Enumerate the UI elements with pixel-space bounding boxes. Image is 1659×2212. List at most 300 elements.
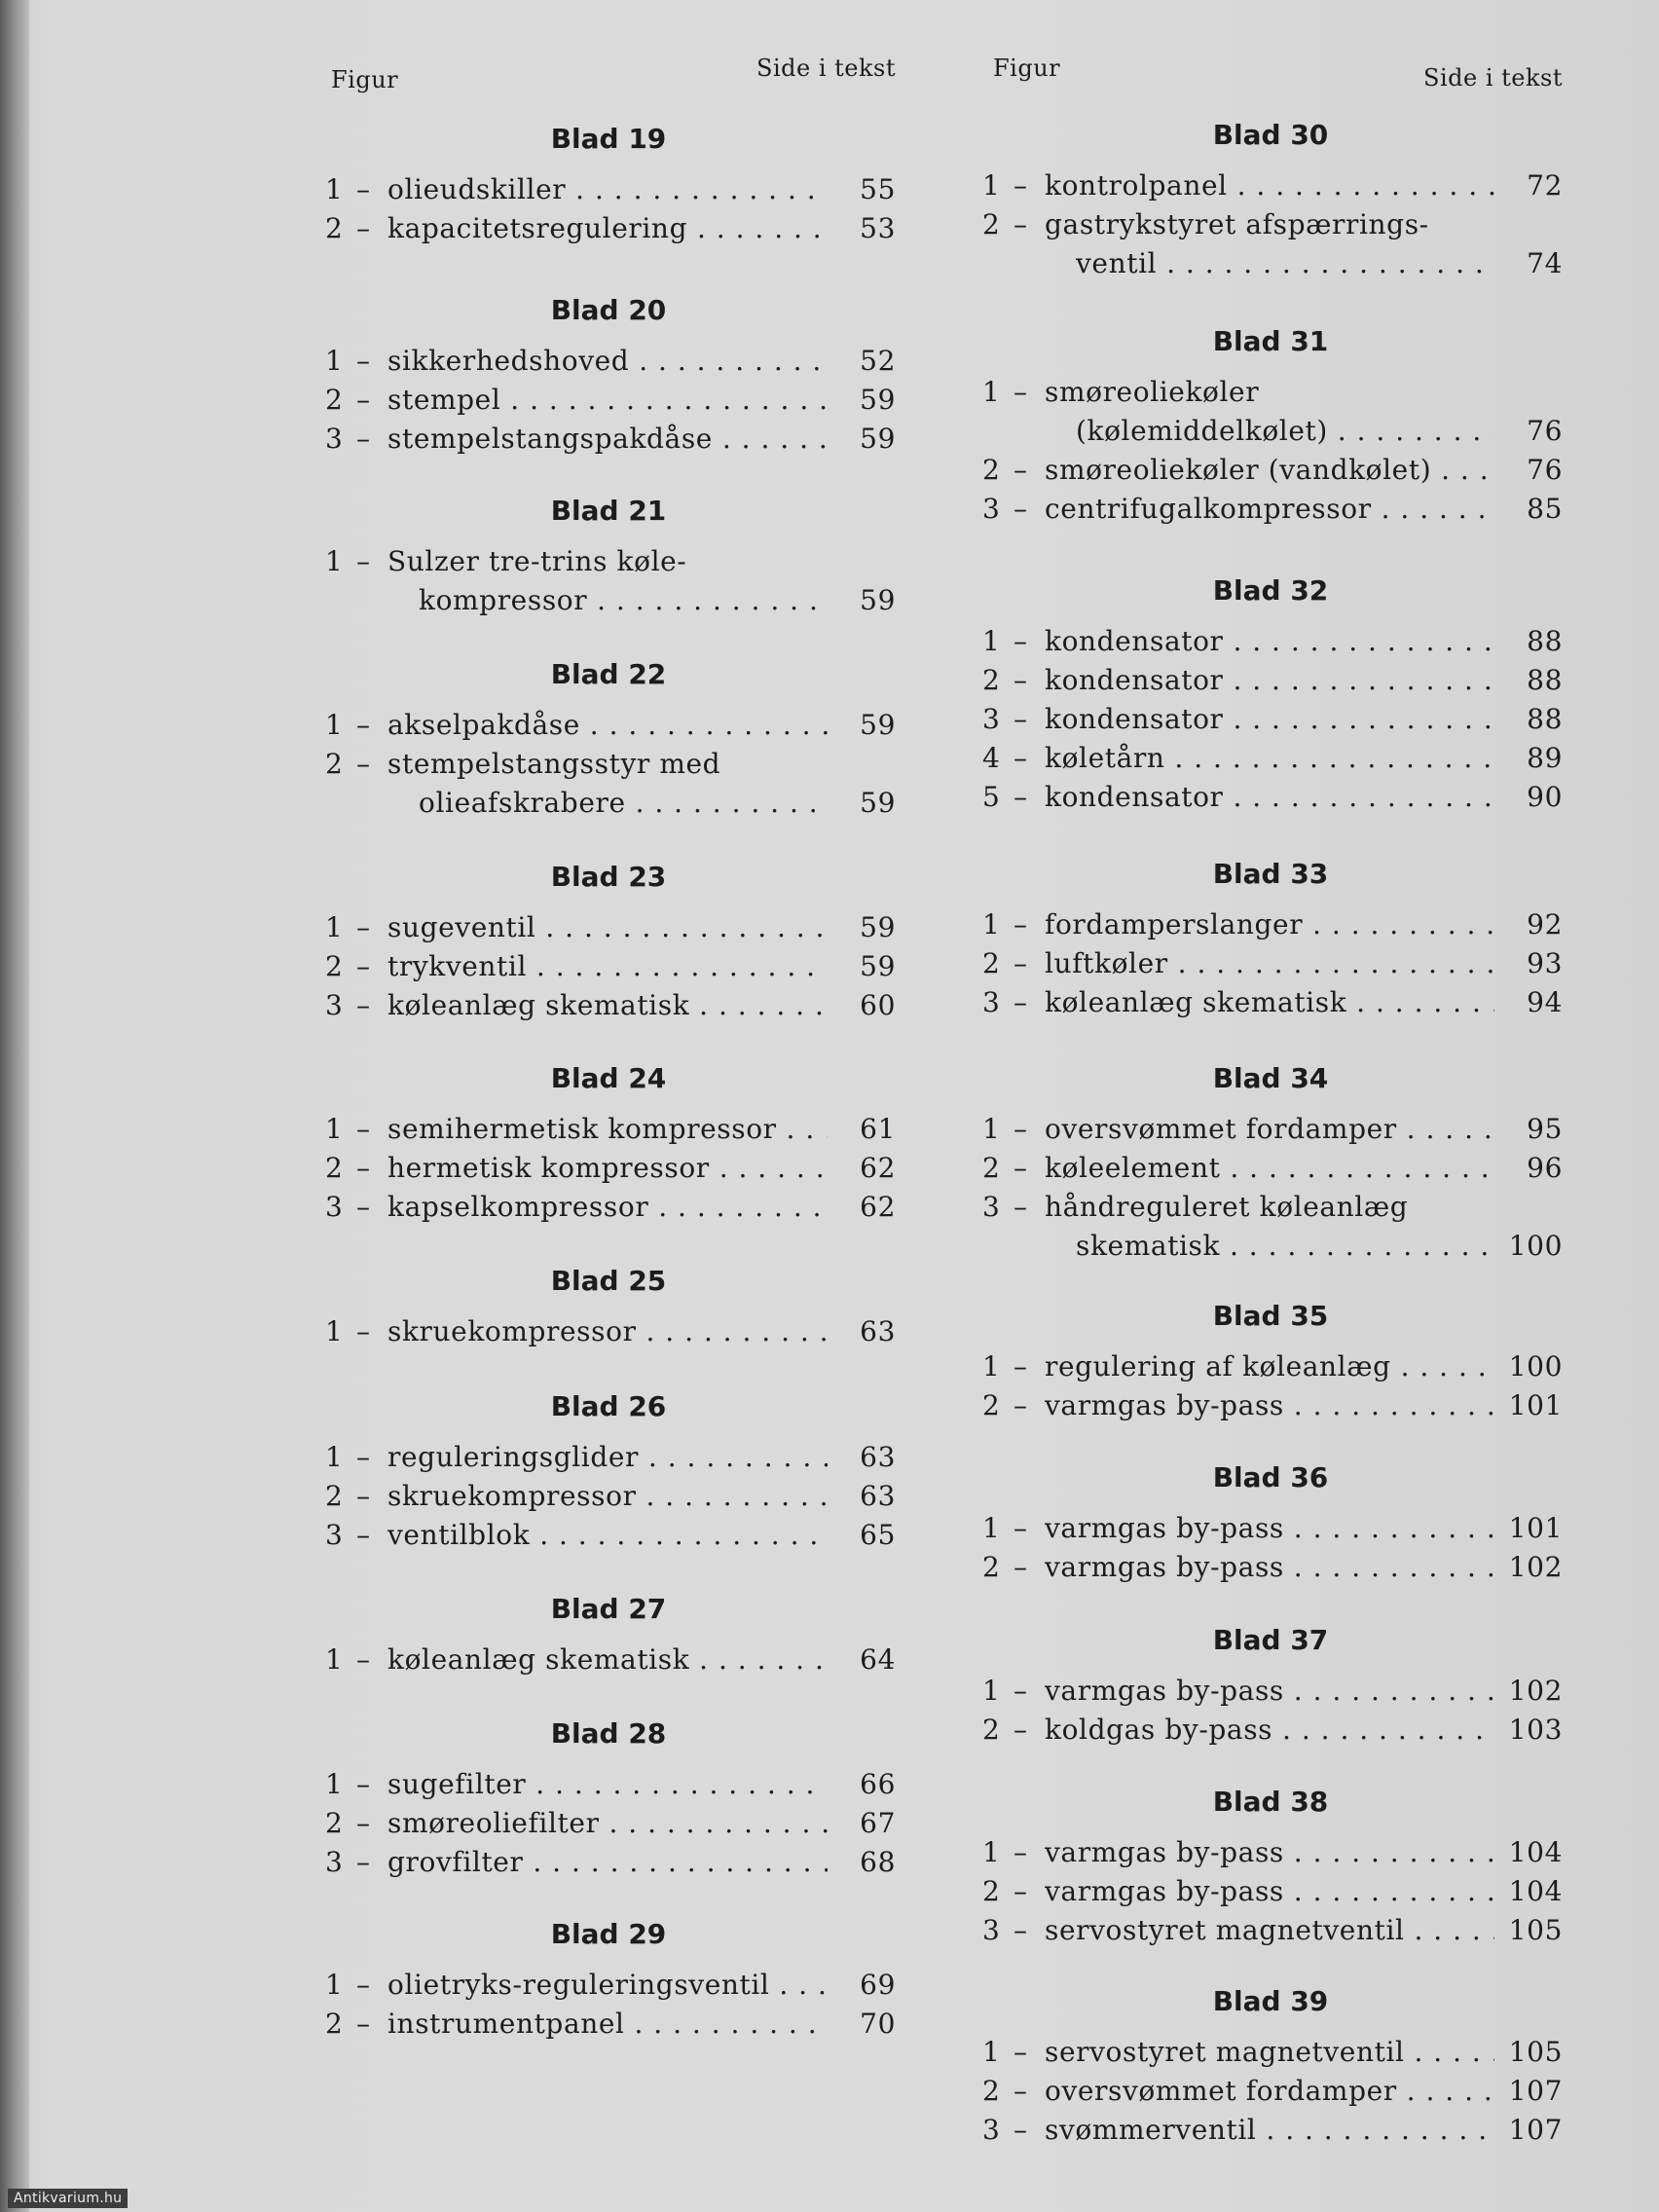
figure-label: sugefilter . . . — [387, 1768, 828, 1800]
figure-label: regulering af køleanlæg . . . — [1045, 1350, 1494, 1382]
figure-entry — [978, 1346, 1563, 1385]
page-number: 59 — [860, 709, 896, 741]
page-number: 101 — [1508, 1389, 1563, 1421]
figure-entry — [978, 904, 1563, 943]
dash-separator: – — [356, 1191, 371, 1223]
blad-section — [978, 1778, 1563, 1949]
figure-number: 2 — [982, 1714, 1001, 1746]
blad-title: Blad 25 — [550, 1265, 667, 1297]
figure-label: køleanlæg skematisk . . . — [387, 989, 828, 1021]
side-i-tekst-heading: Side i tekst — [756, 55, 896, 82]
figure-entry — [321, 783, 896, 822]
figure-label: køleelement . . . — [1045, 1152, 1494, 1184]
dash-separator: – — [1014, 208, 1028, 240]
blad-section — [321, 1054, 896, 1226]
figure-entry — [321, 1311, 896, 1350]
blad-section — [978, 317, 1563, 528]
dash-separator: – — [356, 1152, 371, 1184]
dash-separator: – — [1014, 1714, 1028, 1746]
figure-entry — [321, 1640, 896, 1678]
blad-section — [978, 1616, 1563, 1749]
figure-number: 2 — [325, 1480, 344, 1512]
figure-number: 1 — [982, 908, 1001, 940]
figure-entry — [321, 1476, 896, 1515]
figur-heading: Figur — [993, 55, 1061, 82]
figure-number: 3 — [982, 493, 1001, 525]
blad-title: Blad 35 — [1212, 1300, 1329, 1332]
figure-label: kondensator . . . — [1045, 781, 1494, 813]
blad-title: Blad 27 — [550, 1593, 667, 1625]
blad-title: Blad 29 — [550, 1918, 667, 1950]
figure-label: kapacitetsregulering . . . — [387, 212, 828, 244]
figure-entry — [978, 1871, 1563, 1910]
page-number: 59 — [860, 423, 896, 455]
figur-heading: Figur — [331, 66, 399, 93]
figure-label: stempel . . . — [387, 384, 828, 416]
figure-entry — [321, 1109, 896, 1148]
watermark: Antikvarium.hu — [8, 2189, 128, 2208]
figure-label: smøreoliefilter . . . — [387, 1807, 828, 1839]
dash-separator: – — [1014, 1836, 1028, 1868]
figure-number: 2 — [325, 1807, 344, 1839]
dash-separator: – — [1014, 376, 1028, 408]
right-column-header — [978, 55, 1563, 93]
figure-entry — [978, 411, 1563, 450]
figure-entry — [978, 738, 1563, 777]
figure-number: 2 — [982, 1551, 1001, 1583]
figure-label: svømmerventil . . . — [1045, 2114, 1494, 2146]
figure-number: 2 — [982, 1389, 1001, 1421]
page-number: 59 — [860, 950, 896, 982]
figure-number: 1 — [325, 1969, 344, 2001]
page-number: 61 — [860, 1113, 896, 1145]
dash-separator: – — [356, 911, 371, 943]
dash-separator: – — [1014, 2036, 1028, 2068]
blad-title: Blad 19 — [550, 123, 667, 155]
figure-entry — [978, 2071, 1563, 2110]
page-number: 85 — [1527, 493, 1563, 525]
figure-label: varmgas by-pass . . . — [1045, 1512, 1494, 1544]
figure-label: ventilblok . . . — [387, 1519, 828, 1551]
page-number: 63 — [860, 1480, 896, 1512]
dash-separator: – — [356, 1441, 371, 1473]
page-number: 96 — [1527, 1152, 1563, 1184]
figure-number: 3 — [982, 2114, 1001, 2146]
blad-section — [321, 1585, 896, 1678]
figure-label: olietryks-reguleringsventil . . . — [387, 1969, 828, 2001]
blad-title: Blad 33 — [1212, 858, 1329, 890]
page-number: 90 — [1527, 781, 1563, 813]
figure-number: 3 — [325, 1846, 344, 1878]
figure-number: 1 — [982, 169, 1001, 202]
blad-section — [321, 115, 896, 247]
figure-label: fordamperslanger . . . — [1045, 908, 1494, 940]
figure-number: 1 — [982, 2036, 1001, 2068]
figure-entry — [978, 982, 1563, 1021]
figure-entry — [321, 705, 896, 744]
figure-number: 1 — [325, 1315, 344, 1347]
figure-label: akselpakdåse . . . — [387, 709, 828, 741]
dash-separator: – — [1014, 664, 1028, 696]
dash-separator: – — [356, 748, 371, 780]
figure-entry — [321, 541, 896, 580]
figure-entry — [978, 204, 1563, 243]
dash-separator: – — [1014, 1389, 1028, 1421]
page-number: 59 — [860, 787, 896, 819]
blad-section — [978, 1977, 1563, 2149]
figure-number: 2 — [982, 947, 1001, 979]
figure-label: kontrolpanel . . . — [1045, 169, 1494, 202]
blad-section — [321, 1257, 896, 1350]
figure-entry — [321, 1437, 896, 1476]
figure-label: varmgas by-pass . . . — [1045, 1675, 1494, 1707]
figure-number: 1 — [325, 173, 344, 205]
blad-section — [978, 1454, 1563, 1586]
page-number: 88 — [1527, 703, 1563, 735]
dash-separator: – — [356, 1113, 371, 1145]
page-number: 104 — [1508, 1875, 1563, 1907]
page-number: 88 — [1527, 664, 1563, 696]
dash-separator: – — [356, 1969, 371, 2001]
dash-separator: – — [1014, 947, 1028, 979]
figure-label: skematisk . . . — [1076, 1230, 1494, 1262]
dash-separator: – — [1014, 493, 1028, 525]
page-number: 103 — [1508, 1714, 1563, 1746]
page-number: 66 — [860, 1768, 896, 1800]
figure-label: stempelstangsstyr med — [387, 748, 721, 780]
figure-entry — [321, 1515, 896, 1554]
page-number: 62 — [860, 1191, 896, 1223]
figure-entry — [321, 1187, 896, 1226]
dash-separator: – — [1014, 1914, 1028, 1946]
blad-title: Blad 23 — [550, 861, 667, 893]
dash-separator: – — [1014, 1512, 1028, 1544]
dash-separator: – — [1014, 986, 1028, 1018]
figure-entry — [978, 699, 1563, 738]
figure-number: 3 — [325, 423, 344, 455]
page-number: 94 — [1527, 986, 1563, 1018]
dash-separator: – — [356, 709, 371, 741]
blad-section — [321, 650, 896, 822]
blad-title: Blad 32 — [1212, 574, 1329, 607]
figure-number: 1 — [982, 1113, 1001, 1145]
left-column-header — [321, 55, 896, 93]
blad-title: Blad 21 — [550, 495, 667, 527]
figure-number: 1 — [325, 1643, 344, 1676]
figure-entry — [978, 243, 1563, 282]
figure-entry — [321, 419, 896, 458]
blad-section — [978, 1292, 1563, 1424]
page-number: 69 — [860, 1969, 896, 2001]
figure-entry — [978, 2032, 1563, 2071]
figure-label: oversvømmet fordamper . . . — [1045, 2075, 1494, 2107]
figure-number: 1 — [325, 1113, 344, 1145]
figure-entry — [321, 1803, 896, 1842]
dash-separator: – — [1014, 742, 1028, 774]
figure-entry — [321, 1842, 896, 1881]
figure-label: skruekompressor . . . — [387, 1480, 828, 1512]
figure-entry — [978, 2110, 1563, 2149]
page-number: 59 — [860, 911, 896, 943]
figure-number: 1 — [982, 1350, 1001, 1382]
figure-label: ventil . . . — [1076, 247, 1494, 279]
figure-entry — [321, 169, 896, 208]
figure-label: håndreguleret køleanlæg — [1045, 1191, 1409, 1223]
dash-separator: – — [356, 1643, 371, 1676]
figure-entry — [321, 985, 896, 1024]
dash-separator: – — [1014, 1551, 1028, 1583]
dash-separator: – — [356, 345, 371, 377]
figure-entry — [978, 166, 1563, 204]
figure-number: 5 — [982, 781, 1001, 813]
figure-label: varmgas by-pass . . . — [1045, 1389, 1494, 1421]
blad-section — [978, 1054, 1563, 1265]
blad-section — [321, 1910, 896, 2043]
page-number: 67 — [860, 1807, 896, 1839]
figure-entry — [321, 907, 896, 946]
figure-number: 2 — [325, 212, 344, 244]
page-number: 92 — [1527, 908, 1563, 940]
dash-separator: – — [356, 212, 371, 244]
figure-entry — [321, 2004, 896, 2043]
dash-separator: – — [1014, 2075, 1028, 2107]
blad-title: Blad 37 — [1212, 1624, 1329, 1656]
blad-section — [978, 111, 1563, 282]
figure-label: grovfilter . . . — [387, 1846, 828, 1878]
page-number: 62 — [860, 1152, 896, 1184]
book-spine-shadow — [0, 0, 29, 2212]
figure-label: servostyret magnetventil . . . — [1045, 1914, 1494, 1946]
figure-entry — [321, 946, 896, 985]
dash-separator: – — [1014, 1875, 1028, 1907]
figure-entry — [978, 1187, 1563, 1226]
figure-number: 1 — [325, 911, 344, 943]
figure-entry — [978, 1910, 1563, 1949]
page-number: 105 — [1508, 2036, 1563, 2068]
blad-title: Blad 39 — [1212, 1985, 1329, 2017]
page-number: 88 — [1527, 625, 1563, 657]
figure-label: sugeventil . . . — [387, 911, 828, 943]
dash-separator: – — [356, 989, 371, 1021]
figure-label: sikkerhedshoved . . . — [387, 345, 828, 377]
blad-title: Blad 31 — [1212, 325, 1329, 357]
figure-label: køleanlæg skematisk . . . — [387, 1643, 828, 1676]
figure-entry — [321, 208, 896, 247]
page-number: 93 — [1527, 947, 1563, 979]
figure-label: reguleringsglider . . . — [387, 1441, 828, 1473]
page-number: 65 — [860, 1519, 896, 1551]
dash-separator: – — [1014, 1113, 1028, 1145]
figure-number: 1 — [325, 345, 344, 377]
figure-number: 2 — [325, 1152, 344, 1184]
blad-title: Blad 28 — [550, 1717, 667, 1750]
figure-entry — [321, 1148, 896, 1187]
dash-separator: – — [356, 2008, 371, 2040]
page-number: 60 — [860, 989, 896, 1021]
page-number: 107 — [1508, 2075, 1563, 2107]
figure-entry — [321, 341, 896, 380]
figure-label: kompressor . . . — [419, 584, 828, 616]
figure-entry — [321, 580, 896, 619]
dash-separator: – — [1014, 1675, 1028, 1707]
page-number: 107 — [1508, 2114, 1563, 2146]
page-number: 59 — [860, 384, 896, 416]
figure-number: 3 — [982, 703, 1001, 735]
page-number: 89 — [1527, 742, 1563, 774]
figure-entry — [321, 380, 896, 419]
dash-separator: – — [356, 423, 371, 455]
page-number: 64 — [860, 1643, 896, 1676]
figure-label: varmgas by-pass . . . — [1045, 1875, 1494, 1907]
figure-label: instrumentpanel . . . — [387, 2008, 828, 2040]
figure-label: koldgas by-pass . . . — [1045, 1714, 1494, 1746]
figure-number: 2 — [982, 208, 1001, 240]
dash-separator: – — [1014, 1191, 1028, 1223]
figure-number: 2 — [982, 454, 1001, 486]
figure-number: 1 — [982, 376, 1001, 408]
figure-number: 2 — [982, 2075, 1001, 2107]
blad-title: Blad 22 — [550, 658, 667, 690]
dash-separator: – — [356, 1768, 371, 1800]
page-number: 100 — [1508, 1230, 1563, 1262]
page-number: 52 — [860, 345, 896, 377]
figure-entry — [978, 943, 1563, 982]
figure-label: trykventil . . . — [387, 950, 828, 982]
blad-section — [978, 567, 1563, 816]
figure-number: 3 — [325, 989, 344, 1021]
blad-section — [321, 1710, 896, 1881]
figure-number: 2 — [982, 1875, 1001, 1907]
blad-section — [321, 487, 896, 619]
figure-label: Sulzer tre-trins køle- — [387, 545, 687, 577]
figure-label: olieafskrabere . . . — [419, 787, 828, 819]
figure-label: smøreoliekøler — [1045, 376, 1260, 408]
dash-separator: – — [1014, 908, 1028, 940]
dash-separator: – — [1014, 703, 1028, 735]
figure-label: køletårn . . . — [1045, 742, 1494, 774]
page-number: 72 — [1527, 169, 1563, 202]
figure-label: kondensator . . . — [1045, 625, 1494, 657]
dash-separator: – — [1014, 169, 1028, 202]
figure-entry — [978, 777, 1563, 816]
figure-entry — [978, 1710, 1563, 1749]
dash-separator: – — [356, 1480, 371, 1512]
figure-entry — [978, 1226, 1563, 1265]
figure-number: 1 — [325, 1768, 344, 1800]
figure-entry — [978, 1385, 1563, 1424]
blad-title: Blad 26 — [550, 1390, 667, 1422]
page-number: 70 — [860, 2008, 896, 2040]
page-number: 63 — [860, 1315, 896, 1347]
dash-separator: – — [1014, 625, 1028, 657]
figure-label: oversvømmet fordamper . . . — [1045, 1113, 1494, 1145]
figure-number: 2 — [325, 2008, 344, 2040]
figure-entry — [978, 1148, 1563, 1187]
figure-label: kondensator . . . — [1045, 703, 1494, 735]
page-number: 105 — [1508, 1914, 1563, 1946]
figure-label: varmgas by-pass . . . — [1045, 1551, 1494, 1583]
figure-label: servostyret magnetventil . . . — [1045, 2036, 1494, 2068]
figure-number: 3 — [982, 1914, 1001, 1946]
figure-entry — [321, 1764, 896, 1803]
dash-separator: – — [356, 384, 371, 416]
figure-label: stempelstangspakdåse . . . — [387, 423, 828, 455]
figure-label: luftkøler . . . — [1045, 947, 1494, 979]
dash-separator: – — [1014, 1152, 1028, 1184]
figure-number: 2 — [325, 950, 344, 982]
page-number: 76 — [1527, 415, 1563, 447]
figure-entry — [978, 1109, 1563, 1148]
figure-entry — [978, 372, 1563, 411]
figure-entry — [978, 1547, 1563, 1586]
page-number: 74 — [1527, 247, 1563, 279]
side-i-tekst-heading: Side i tekst — [1423, 64, 1563, 92]
figure-entry — [978, 450, 1563, 489]
figure-entry — [978, 1508, 1563, 1547]
figure-number: 1 — [982, 625, 1001, 657]
blad-title: Blad 30 — [1212, 119, 1329, 151]
figure-number: 1 — [982, 1675, 1001, 1707]
blad-section — [321, 286, 896, 458]
page-number: 63 — [860, 1441, 896, 1473]
blad-title: Blad 20 — [550, 294, 667, 326]
figure-entry — [321, 744, 896, 783]
blad-title: Blad 38 — [1212, 1786, 1329, 1818]
page-number: 101 — [1508, 1512, 1563, 1544]
dash-separator: – — [356, 1315, 371, 1347]
dash-separator: – — [356, 1519, 371, 1551]
dash-separator: – — [356, 1807, 371, 1839]
figure-label: varmgas by-pass . . . — [1045, 1836, 1494, 1868]
page-number: 76 — [1527, 454, 1563, 486]
dash-separator: – — [1014, 781, 1028, 813]
figure-number: 3 — [982, 1191, 1001, 1223]
figure-label: olieudskiller . . . — [387, 173, 828, 205]
dash-separator: – — [1014, 1350, 1028, 1382]
blad-section — [321, 1382, 896, 1554]
figure-entry — [978, 1832, 1563, 1871]
dash-separator: – — [1014, 454, 1028, 486]
figure-label: kapselkompressor . . . — [387, 1191, 828, 1223]
page-number: 55 — [860, 173, 896, 205]
blad-title: Blad 36 — [1212, 1461, 1329, 1493]
figure-label: (kølemiddelkølet) . . . — [1076, 415, 1494, 447]
blad-section — [321, 853, 896, 1024]
figure-label: hermetisk kompressor . . . — [387, 1152, 828, 1184]
figure-label: skruekompressor . . . — [387, 1315, 828, 1347]
figure-number: 2 — [982, 664, 1001, 696]
figure-number: 1 — [325, 545, 344, 577]
figure-entry — [321, 1965, 896, 2004]
figure-number: 1 — [982, 1512, 1001, 1544]
figure-entry — [978, 489, 1563, 528]
figure-number: 2 — [982, 1152, 1001, 1184]
page-number: 104 — [1508, 1836, 1563, 1868]
figure-entry — [978, 1671, 1563, 1710]
dash-separator: – — [356, 173, 371, 205]
page-number: 102 — [1508, 1551, 1563, 1583]
dash-separator: – — [1014, 2114, 1028, 2146]
blad-title: Blad 24 — [550, 1062, 667, 1094]
page-number: 53 — [860, 212, 896, 244]
page-number: 59 — [860, 584, 896, 616]
figure-number: 1 — [982, 1836, 1001, 1868]
figure-number: 3 — [325, 1519, 344, 1551]
figure-label: gastrykstyret afspærrings- — [1045, 208, 1429, 240]
figure-number: 3 — [325, 1191, 344, 1223]
figure-number: 2 — [325, 384, 344, 416]
figure-number: 4 — [982, 742, 1001, 774]
